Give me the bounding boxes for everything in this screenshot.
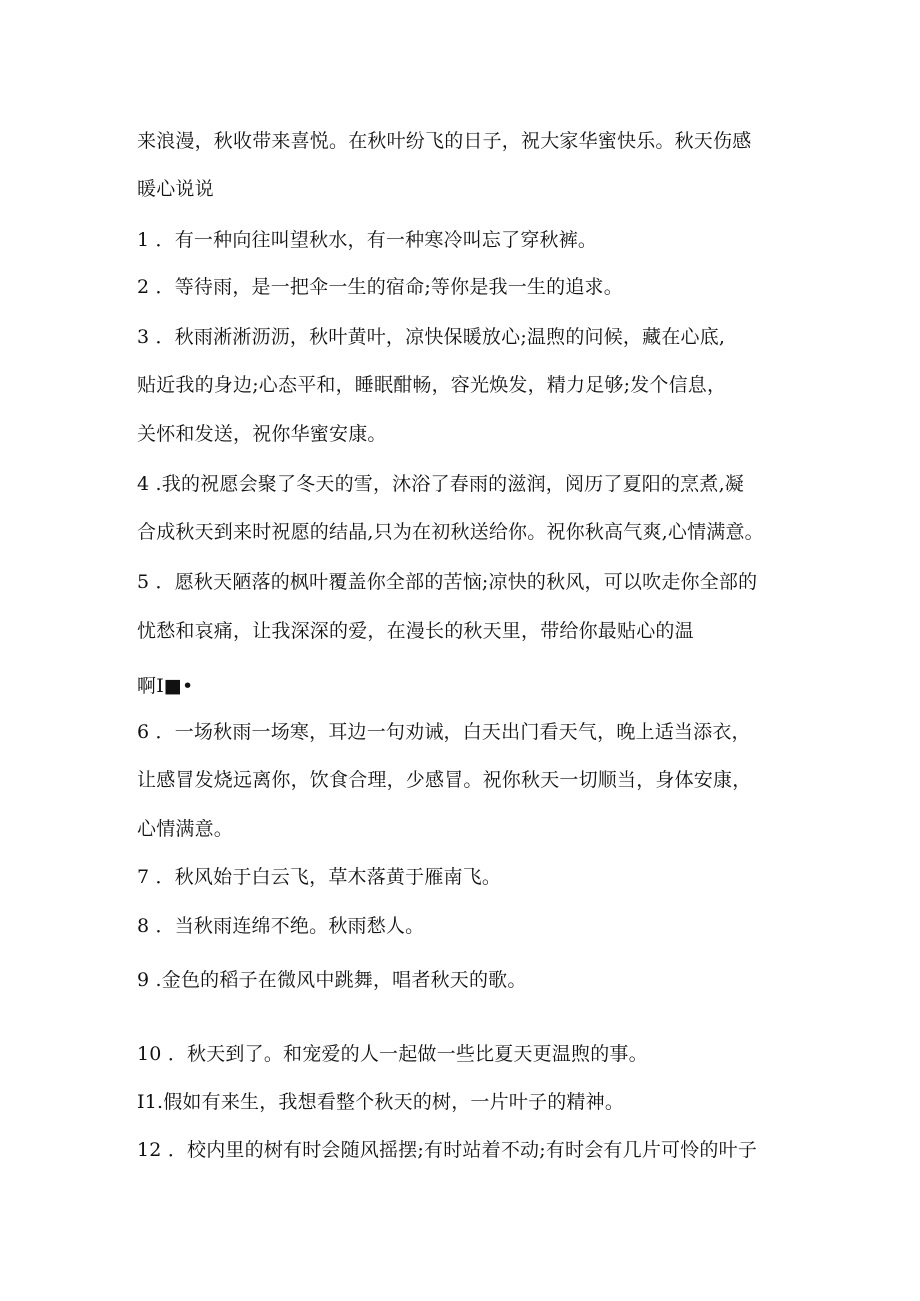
- list-item-6: 6 ．一场秋雨一场寒，耳边一句劝诫，白天出门看天气，晚上适当添衣，: [137, 721, 751, 743]
- list-item-12: 12 ．校内里的树有时会随风摇摆;有时站着不动;有时会有几片可怜的叶子: [137, 1139, 758, 1161]
- list-item-4-cont-1: 合成秋天到来时祝愿的结晶,只为在初秋送给你。祝你秋高气爽,心情满意。: [137, 521, 764, 543]
- list-item-7: 7 ．秋风始于白云飞，草木落黄于雁南飞。: [137, 866, 502, 888]
- list-item-10: 10 ．秋天到了。和宠爱的人一起做一些比夏天更温煦的事。: [137, 1043, 648, 1065]
- list-item-11: I1.假如有来生，我想看整个秋天的树，一片叶子的精神。: [137, 1091, 625, 1113]
- list-item-3-cont-2: 关怀和发送，祝你华蜜安康。: [137, 423, 387, 445]
- list-item-4: 4 .我的祝愿会聚了冬天的雪，沐浴了春雨的滋润，阅历了夏阳的烹煮,凝: [137, 473, 745, 495]
- list-item-5: 5 ．愿秋天陋落的枫叶覆盖你全部的苦恼;凉快的秋风，可以吹走你全部的: [137, 571, 758, 593]
- list-item-6-cont-2: 心情满意。: [137, 818, 234, 840]
- text-line-2: 暖心说说: [137, 178, 214, 200]
- list-item-3-cont-1: 贴近我的身边;心态平和，睡眠酣畅，容光焕发，精力足够;发个信息，: [137, 374, 727, 396]
- list-item-1: 1 ．有一种向往叫望秋水，有一种寒冷叫忘了穿秋裤。: [137, 229, 598, 251]
- list-item-9: 9 .金色的稻子在微风中跳舞，唱者秋天的歌。: [137, 969, 527, 991]
- list-item-8: 8 ．当秋雨连绵不绝。秋雨愁人。: [137, 915, 425, 937]
- list-item-3: 3 ．秋雨淅淅沥沥，秋叶黄叶，凉快保暖放心;温煦的问候，藏在心底,: [137, 326, 726, 348]
- list-item-2: 2 ．等待雨，是一把伞一生的宿命;等你是我一生的追求。: [137, 276, 623, 298]
- list-item-5-cont-1: 忧愁和哀痛，让我深深的爱，在漫长的秋天里，带给你最贴心的温: [137, 620, 694, 642]
- list-item-6-cont-1: 让感冒发烧远离你，饮食合理，少感冒。祝你秋天一切顺当，身体安康，: [137, 769, 752, 791]
- text-line-1: 来浪漫，秋收带来喜悦。在秋叶纷飞的日子，祝大家华蜜快乐。秋天伤感: [137, 130, 752, 152]
- list-item-5-cont-2: 啊I■•: [137, 675, 194, 697]
